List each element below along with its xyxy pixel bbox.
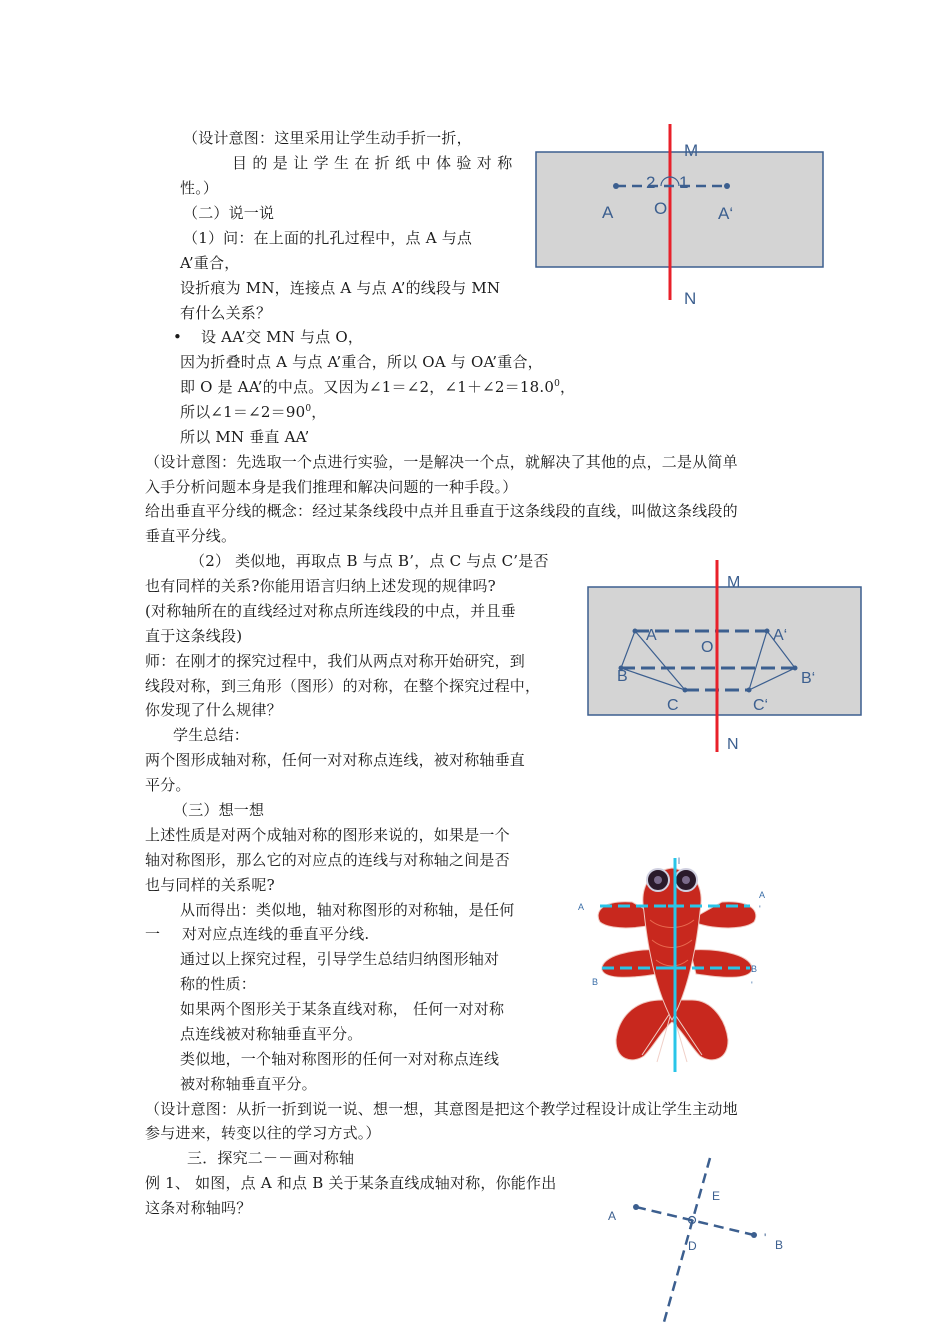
- text-line: 对对应点连线的垂直平分线.: [182, 925, 370, 943]
- text-line: 两个图形成轴对称，任何一对对称点连线，被对称轴垂直: [145, 751, 526, 769]
- text-line: 如果两个图形关于某条直线对称， 任何一对对称: [180, 1000, 505, 1018]
- text-line: 上述性质是对两个成轴对称的图形来说的，如果是一个: [145, 826, 510, 844]
- label-a: A: [602, 203, 614, 222]
- text-line: 入手分析问题本身是我们推理和解决问题的一种手段。）: [145, 478, 518, 496]
- text-line: 参与进来，转变以往的学习方式。）: [145, 1124, 381, 1142]
- text-line: 设 AA’交 MN 与点 O，: [201, 328, 364, 346]
- text-line: 轴对称图形，那么它的对应点的连线与对称轴之间是否: [145, 851, 510, 869]
- label-b-mark: ': [764, 1231, 767, 1245]
- label-b-prime: B: [751, 964, 758, 974]
- text-line: 从而得出：类似地，轴对称图形的对称轴，是任何: [180, 901, 515, 919]
- text-line: 所以 MN 垂直 AA’: [180, 428, 310, 446]
- text-line: 通过以上探究过程，引导学生总结归纳图形轴对: [180, 950, 500, 968]
- label-c: C: [667, 697, 679, 714]
- paper-rect: [588, 587, 861, 715]
- label-b: B: [775, 1238, 784, 1252]
- point-a: [613, 183, 619, 189]
- definition: 垂直平分线。: [145, 527, 237, 545]
- text-line: 也与同样的关系呢?: [145, 876, 275, 894]
- label-o: O: [701, 639, 714, 656]
- point-a-prime: [724, 183, 730, 189]
- label-a: A: [608, 1209, 617, 1223]
- text-line: 目的是让学生在折纸中体验对称: [232, 154, 518, 172]
- text-line: 你发现了什么规律？: [145, 701, 282, 719]
- label-b: B: [617, 668, 628, 685]
- label-n: N: [684, 289, 697, 308]
- text-line: 线段对称，到三角形（图形）的对称，在整个探究过程中，: [145, 677, 541, 695]
- text-line: 有什么关系？: [180, 304, 272, 322]
- label-a-prime-mark: ': [759, 904, 761, 914]
- text-line: (对称轴所在的直线经过对称点所连线段的中点，并且垂: [145, 602, 516, 620]
- label-a-prime: A‘: [718, 204, 734, 223]
- fold-figure-2: [585, 558, 870, 758]
- point-a: [633, 1204, 639, 1210]
- example-text: 这条对称轴吗？: [145, 1199, 252, 1217]
- symmetry-axis: [664, 1158, 710, 1322]
- point-b: [751, 1232, 757, 1238]
- label-b-prime: B‘: [801, 670, 816, 687]
- text-line: （设计意图：从折一折到说一说、想一想，其意图是把这个教学过程设计成让学生主动地: [145, 1100, 738, 1118]
- section-heading: 三．探究二－－画对称轴: [187, 1149, 355, 1167]
- bullet: •: [173, 328, 183, 346]
- text-line: 称的性质：: [180, 975, 257, 993]
- label-e: E: [712, 1189, 721, 1203]
- text-line: （1）问：在上面的扎孔过程中，点 A 与点: [183, 229, 473, 247]
- fish-body: [643, 868, 701, 1020]
- fold-figure-1: [530, 122, 830, 310]
- label-a: A: [578, 902, 585, 912]
- section-heading: （三）想一想: [173, 801, 265, 819]
- text-line: （设计意图：这里采用让学生动手折一折，: [183, 129, 472, 147]
- text-line: 所以$\angle 1=\angle 2=90^0$，: [180, 403, 327, 421]
- text-line: 平分。: [145, 776, 191, 794]
- label-a-prime: A‘: [773, 627, 788, 644]
- example-text: 例 1、 如图，点 A 和点 B 关于某条直线成轴对称，你能作出: [145, 1174, 557, 1192]
- text-line: A’重合，: [180, 254, 240, 272]
- text-line: 直于这条线段): [145, 627, 243, 645]
- label-o: O: [654, 199, 668, 218]
- axis-construction-figure: [600, 1150, 800, 1330]
- label-m: M: [684, 141, 699, 160]
- text-line: 被对称轴垂直平分。: [180, 1075, 317, 1093]
- text-line: 师：在刚才的探究过程中，我们从两点对称开始研究，到: [145, 652, 526, 670]
- label-n: N: [727, 736, 739, 753]
- text-line: 类似地，一个轴对称图形的任何一对对称点连线: [180, 1050, 500, 1068]
- label-a: A: [646, 627, 657, 644]
- text-line: 设折痕为 MN，连接点 A 与点 A’的线段与 MN: [180, 279, 501, 297]
- label-b-prime-mark: ': [751, 980, 753, 990]
- text-line: 即 O 是 AA’的中点。又因为∠1＝∠2，$\angle 1+\angle 2=18.0^0$，: [180, 378, 576, 396]
- text-line: 也有同样的关系?你能用语言归纳上述发现的规律吗?: [145, 577, 496, 595]
- lower-right-fin: [690, 950, 752, 978]
- label-c-prime: C‘: [753, 697, 769, 714]
- text-line: 点连线被对称轴垂直平分。: [180, 1025, 363, 1043]
- text-line: 学生总结：: [173, 726, 250, 744]
- text-line: （设计意图：先选取一个点进行实验，一是解决一个点，就解决了其他的点，二是从简单: [145, 453, 738, 471]
- label-l: l: [678, 856, 680, 866]
- paper-rect: [536, 152, 823, 267]
- label-a-prime: A: [759, 890, 766, 900]
- section-heading: （二）说一说: [183, 204, 275, 222]
- text-line: （2） 类似地，再取点 B 与点 B’，点 C 与点 C’是否: [190, 552, 549, 570]
- text-line: 一: [145, 925, 161, 943]
- definition: 给出垂直平分线的概念：经过某条线段中点并且垂直于这条线段的直线，叫做这条线段的: [145, 502, 738, 520]
- label-b: B: [592, 977, 599, 987]
- angle-2-label: 2: [646, 173, 656, 192]
- text-line: 因为折叠时点 A 与点 A’重合，所以 OA 与 OA’重合，: [180, 353, 543, 371]
- text-line: 性。）: [180, 179, 219, 197]
- label-d: D: [688, 1239, 697, 1253]
- label-m: M: [727, 574, 741, 591]
- angle-1-label: 1: [679, 173, 689, 192]
- goldfish-figure: [572, 850, 772, 1076]
